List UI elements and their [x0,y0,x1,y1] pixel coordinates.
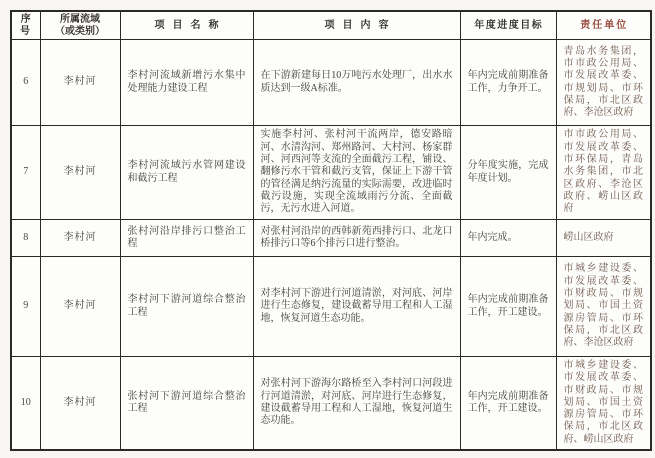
header-project-name: 项目名称 [120,11,253,40]
row-10-index: 10 [11,357,40,451]
row-6-responsible-unit: 青岛水务集团，市市政公用局、市发展改革委、市规划局、市环保局，市北区政府、李沧区政府 [556,40,651,126]
row-6-index: 6 [11,40,40,126]
row-6-annual-target: 年内完成前期准备工作，力争开工。 [460,40,556,126]
header-basin [40,11,120,40]
table-row-7 [11,126,651,220]
row-8-responsible-unit: 崂山区政府 [556,220,651,257]
row-10-project-content: 对张村河下游海尔路桥至入李村河口河段进行河道清淤，对河底、河岸进行生态修复，建设截蓄导用工程和人工湿地，恢复河道生态功能。 [253,357,460,451]
row-8-annual-target: 年内完成。 [460,220,556,257]
row-10-basin: 李村河 [40,357,120,451]
header-annual-target: 年度进度目标 [460,11,556,40]
table-row-9 [11,257,651,357]
row-9-responsible-unit: 市城乡建设委、市发展改革委、市财政局、市规划局、市国土资源房管局、市环保局，市北区政府、李沧区政府 [556,257,651,357]
row-10-annual-target: 年内完成前期准备工作，开工建设。 [460,357,556,451]
row-6-project-name: 李村河流域新增污水集中处理能力建设工程 [120,40,253,126]
row-7-responsible-unit: 市市政公用局、市发展改革委、市环保局，青岛水务集团，市北区政府、李沧区政府、崂山区政府 [556,126,651,220]
header-basin-line2: （或类别） [55,25,105,37]
row-9-index: 9 [11,257,40,357]
row-10-project-name: 张村河下游河道综合整治工程 [120,357,253,451]
row-10-responsible-unit: 市城乡建设委、市发展改革委、市财政局、市规划局、市国土资源房管局、市环保局，市北区政府、崂山区政府 [556,357,651,451]
projects-table [10,10,652,451]
header-project-content: 项目内容 [253,11,460,40]
row-7-project-name: 李村河流域污水管网建设和截污工程 [120,126,253,220]
row-9-project-content: 对李村河下游进行河道清淤，对河底、河岸进行生态修复，建设截蓄导用工程和人工湿地，恢复河道生态功能。 [253,257,460,357]
row-7-basin: 李村河 [40,126,120,220]
row-6-project-content: 在下游新建每日10万吨污水处理厂，出水水质达到一级A标准。 [253,40,460,126]
header-basin-line1: 所属流域 [60,14,100,25]
row-9-annual-target: 年内完成前期准备工作，开工建设。 [460,257,556,357]
row-7-project-content: 实施李村河、张村河干流两岸，德安路暗河、水清沟河、郑州路河、大村河、杨家群河、河西河等支流的全面截污工程，铺设、翻修污水干管和截污支管，保证上下游干管的管径满足纳污流量的实际需要，改进临时截污设施，实现全流域雨污分流、全面截污，无污水进入河道。 [253,126,460,220]
table-row-10 [11,357,651,451]
table-row-8 [11,220,651,257]
row-9-project-name: 李村河下游河道综合整治工程 [120,257,253,357]
row-6-basin: 李村河 [40,40,120,126]
row-8-basin: 李村河 [40,220,120,257]
table-row-6 [11,40,651,126]
row-9-basin: 李村河 [40,257,120,357]
row-8-project-content: 对张村河沿岸的西韩新苑西排污口、北龙口桥排污口等6个排污口进行整治。 [253,220,460,257]
header-responsible-unit: 责任单位 [556,11,651,40]
row-7-annual-target: 分年度实施，完成年度计划。 [460,126,556,220]
row-7-index: 7 [11,126,40,220]
row-8-index: 8 [11,220,40,257]
row-8-project-name: 张村河沿岸排污口整治工程 [120,220,253,257]
header-row [11,11,651,40]
header-index: 序号 [11,11,40,40]
